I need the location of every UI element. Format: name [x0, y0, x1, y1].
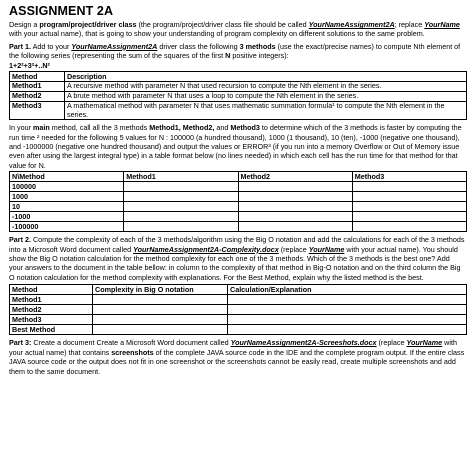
main-text-1: In your	[9, 123, 33, 133]
runtime-table	[9, 171, 467, 232]
table-header: Method1	[124, 172, 238, 182]
part3-text-4: of the complete JAVA source code in the IDE and the complete program output. If the entire class JAVA source code or the output does not fit in one screenshot or the screenshots cannot be easily read, create multiple screenshots and add them to the same document.	[9, 347, 465, 376]
series-formula	[9, 61, 465, 70]
part3-label: Part 3:	[9, 338, 32, 348]
part2-paragraph	[9, 235, 465, 282]
part1-text-3: (use the exact/precise names) to compute Nth element of the following series (representing the sum of the squares of the first	[9, 41, 461, 61]
runtime-cell	[124, 202, 238, 212]
runtime-cell	[124, 182, 238, 192]
table-header: Method3	[352, 172, 466, 182]
intro-text-3: ; replace	[394, 20, 425, 29]
n-value-cell: -100000	[10, 222, 124, 232]
page-title: ASSIGNMENT 2A	[9, 4, 114, 18]
method-desc-cell: A recursive method with parameter N that used recursion to compute the Nth element in the series.	[65, 82, 467, 92]
part1-text-1: Add to your	[30, 41, 72, 51]
runtime-cell	[238, 222, 352, 232]
main-method-paragraph	[9, 123, 465, 170]
table-row	[10, 222, 467, 232]
series-text: 1+2²+3²+..N²	[9, 60, 50, 70]
part3-filename: YourNameAssignment2A-Screeshots.docx	[230, 338, 377, 348]
runtime-cell	[238, 182, 352, 192]
complexity-cell	[93, 315, 228, 325]
part2-text-3: with your actual name). You should show the Big O notation calculation for the method complexity for each one of the 3 methods. Which of the 3 methods is the best one? Add your answers to the document in the table bellow: in column to the complexity of that method in Big-O notation and on the third column the Big O notation calculation for the method complexity with explanations. For the Best Method, explain why the listed method is the best.	[9, 244, 461, 282]
runtime-cell	[124, 222, 238, 232]
part2-filename: YourNameAssignment2A-Complexity.docx	[133, 244, 279, 254]
table-row	[10, 305, 467, 315]
method-desc-cell: A mathematical method with parameter N that uses mathematic summation formula¹ to compute the Nth element in the series.	[65, 102, 467, 120]
part3-bold-1: screenshots	[111, 347, 154, 357]
table-row	[10, 202, 467, 212]
part1-text-2: driver class the following	[157, 41, 240, 51]
runtime-cell	[352, 222, 466, 232]
table-row	[10, 325, 467, 335]
method-name-cell: Best Method	[10, 325, 93, 335]
explanation-cell	[228, 295, 467, 305]
part3-text-2: (replace	[376, 338, 407, 348]
method-name-cell: Method1	[10, 295, 93, 305]
runtime-cell	[238, 192, 352, 202]
complexity-table	[9, 284, 467, 335]
table-row	[10, 82, 467, 92]
explanation-cell	[228, 305, 467, 315]
main-text-4: to determine which of the 3 methods is faster by computing the run time ² needed for the following 5 values for N : 100000 (a hundred thousand), 1000 (1 thousand), 10 (ten), -1000 (negative one thousand), and -1000000 (negative one hundred thousand) and output the values or ERROR³ (if you run into a memory Overflow or Out of Memory issue even after using the largest integral type) in a table format below (no lines needed) in which each cell has the run time for that method for that value for N.	[9, 123, 462, 170]
part2-yourname: YourName	[308, 244, 345, 254]
table-row	[10, 92, 467, 102]
main-bold-2: Method1, Method2,	[149, 123, 215, 133]
table-header: Description	[65, 72, 467, 82]
table-row	[10, 212, 467, 222]
table-header: Method2	[238, 172, 352, 182]
intro-paragraph	[9, 20, 465, 39]
part2-label: Part 2.	[9, 235, 31, 245]
runtime-cell	[238, 212, 352, 222]
n-value-cell: 100000	[10, 182, 124, 192]
main-text-3: and	[214, 123, 231, 133]
methods-table	[9, 71, 467, 120]
part1-text-4: positive integers):	[230, 51, 289, 61]
runtime-cell	[124, 192, 238, 202]
runtime-cell	[352, 182, 466, 192]
runtime-cell	[238, 202, 352, 212]
table-row	[10, 315, 467, 325]
complexity-cell	[93, 295, 228, 305]
table-header: Method	[10, 285, 93, 295]
intro-text-2: (the program/project/driver class file should be called	[136, 20, 309, 29]
table-row	[10, 192, 467, 202]
method-name-cell: Method1	[10, 82, 65, 92]
part1-bold-2: N	[225, 51, 231, 61]
table-header: Complexity in Big O notation	[93, 285, 228, 295]
table-row	[10, 295, 467, 305]
explanation-cell	[228, 325, 467, 335]
main-text-2: method, call all the 3 methods	[49, 123, 150, 133]
table-header-row	[10, 72, 467, 82]
intro-text-4: with your actual name), that is going to show your understanding of program complexity on different solutions to the same problem.	[9, 29, 425, 39]
runtime-cell	[124, 212, 238, 222]
method-name-cell: Method2	[10, 305, 93, 315]
part1-label: Part 1.	[9, 41, 31, 51]
intro-text-1: Design a	[9, 20, 40, 29]
n-value-cell: 10	[10, 202, 124, 212]
part1-filename: YourNameAssignment2A	[71, 41, 158, 51]
part3-text-3: with your actual name) that contains	[9, 338, 457, 357]
method-name-cell: Method3	[10, 315, 93, 325]
table-header-row	[10, 172, 467, 182]
table-header: Method	[10, 72, 65, 82]
intro-yourname: YourName	[424, 20, 460, 29]
intro-bold-1: program/project/driver class	[39, 20, 137, 29]
part3-paragraph	[9, 338, 465, 376]
runtime-cell	[352, 192, 466, 202]
explanation-cell	[228, 315, 467, 325]
part1-paragraph	[9, 42, 465, 61]
table-row	[10, 182, 467, 192]
main-bold-3: Method3	[230, 123, 260, 133]
complexity-cell	[93, 305, 228, 315]
complexity-cell	[93, 325, 228, 335]
method-name-cell: Method2	[10, 92, 65, 102]
table-header: Calculation/Explanation	[228, 285, 467, 295]
runtime-cell	[352, 202, 466, 212]
part2-text-2: (replace	[278, 244, 309, 254]
part3-yourname: YourName	[406, 338, 443, 348]
part2-text-1: Compute the complexity of each of the 3 methods/algorithm using the Big O notation and add the calculations for each of the 3 methods into a Microsoft Word document called	[9, 235, 465, 254]
table-row	[10, 102, 467, 120]
intro-filename: YourNameAssignment2A	[308, 20, 395, 29]
method-name-cell: Method3	[10, 102, 65, 120]
table-header-row	[10, 285, 467, 295]
table-header: N\Method	[10, 172, 124, 182]
part1-bold-1: 3 methods	[239, 41, 276, 51]
n-value-cell: -1000	[10, 212, 124, 222]
method-desc-cell: A brute method with parameter N that uses a loop to compute the Nth element in the series.	[65, 92, 467, 102]
n-value-cell: 1000	[10, 192, 124, 202]
runtime-cell	[352, 212, 466, 222]
main-bold-1: main	[32, 123, 50, 133]
part3-text-1: Create a document Create a Microsoft Word document called	[31, 338, 231, 348]
